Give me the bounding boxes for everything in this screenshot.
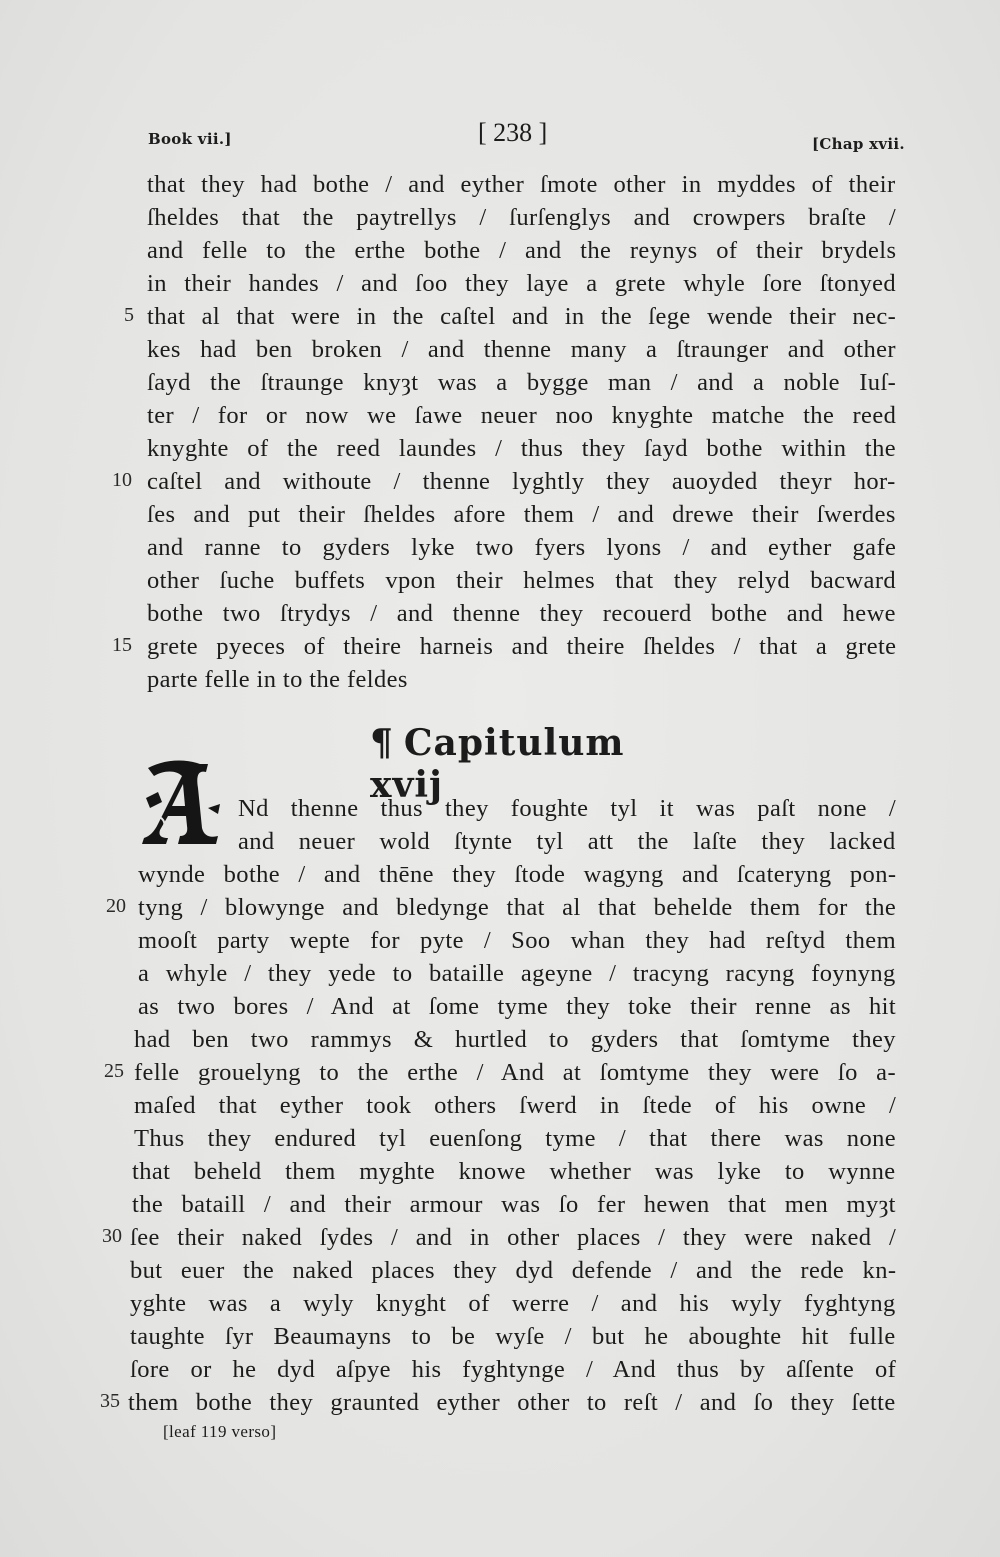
drop-cap-letter-icon: [138, 758, 234, 846]
text-line: that they had bothe / and eyther ſmote other in myddes of their: [147, 171, 896, 198]
text-line: parte felle in to the feldes: [147, 666, 408, 693]
text-line: Thus they endured tyl euenſong tyme / that there was none: [134, 1125, 897, 1152]
pilcrow-icon: ¶: [370, 722, 394, 764]
text-line: mooſt party wepte for pyte / Soo whan they had reſtyd them: [138, 927, 897, 954]
text-line: taughte ſyr Beaumayns to be wyſe / but he aboughte hit fulle: [130, 1323, 896, 1350]
text-line: and ranne to gyders lyke two fyers lyons / and eyther gafe: [147, 534, 897, 561]
text-line: the bataill / and their armour was ſo fer hewen that men myȝt: [132, 1191, 896, 1218]
drop-cap: [138, 758, 234, 846]
line-number: 35: [100, 1390, 120, 1412]
page-number: [ 238 ]: [478, 118, 548, 147]
text-line: ſheldes that the paytrellys / ſurſenglys and crowpers braſte /: [147, 204, 897, 231]
line-number: 30: [102, 1225, 122, 1247]
text-line: wynde bothe / and thēne they ſtode wagyng and ſcateryng pon-: [138, 861, 897, 888]
text-line: grete pyeces of theire harneis and theire ſheldes / that a grete: [147, 633, 897, 660]
text-line: maſed that eyther took others ſwerd in ſtede of his owne /: [134, 1092, 897, 1119]
text-line: and felle to the erthe bothe / and the reynys of their brydels: [147, 237, 897, 264]
line-number: 15: [112, 634, 132, 656]
text-line: other ſuche buffets vpon their helmes that they relyd bacward: [147, 567, 897, 594]
text-line: a whyle / they yede to bataille ageyne / tracyng racyng foynyng: [138, 960, 896, 987]
line-number: 10: [112, 469, 132, 491]
chapter-label: [Chap xvii.: [812, 135, 905, 153]
chapter-heading: [370, 722, 690, 806]
text-line: kes had ben broken / and thenne many a ſtraunger and other: [147, 336, 896, 363]
text-line: tyng / blowynge and bledynge that al that behelde them for the: [138, 894, 897, 921]
text-line: them bothe they graunted eyther other to reſt / and ſo they ſette: [128, 1389, 896, 1416]
text-line: and neuer wold ſtynte tyl att the laſte they lacked: [238, 828, 896, 855]
text-line: ter / for or now we ſawe neuer noo knyghte matche the reed: [147, 402, 897, 429]
text-line: ſore or he dyd aſpye his fyghtynge / And thus by aſſente of: [130, 1356, 897, 1383]
text-line: Nd thenne thus they foughte tyl it was paſt none /: [238, 795, 897, 822]
line-number: 20: [106, 895, 126, 917]
text-line: that al that were in the caſtel and in the ſege wende their nec-: [147, 303, 897, 330]
text-line: caſtel and withoute / thenne lyghtly they auoyded theyr hor-: [147, 468, 896, 495]
text-line: bothe two ſtrydys / and thenne they recouerd bothe and hewe: [147, 600, 896, 627]
text-line: yghte was a wyly knyght of werre / and his wyly fyghtyng: [130, 1290, 896, 1317]
book-label: Book vii.]: [148, 130, 232, 148]
line-number: 5: [124, 304, 134, 326]
text-line: that beheld them myghte knowe whether was lyke to wynne: [132, 1158, 896, 1185]
leaf-note: [leaf 119 verso]: [163, 1422, 277, 1441]
text-line: in their handes / and ſoo they laye a grete whyle ſore ſtonyed: [147, 270, 897, 297]
chapter-title: Capitulum xvij: [370, 722, 625, 806]
text-line: ſee their naked ſydes / and in other places / they were naked /: [130, 1224, 897, 1251]
text-line: ſes and put their ſheldes afore them / and drewe their ſwerdes: [147, 501, 896, 528]
text-line: ſayd the ſtraunge knyȝt was a bygge man / and a noble Iuſ-: [147, 369, 897, 396]
text-line: felle grouelyng to the erthe / And at ſomtyme they were ſo a-: [134, 1059, 897, 1086]
running-header: [0, 118, 1000, 158]
line-number: 25: [104, 1060, 124, 1082]
text-line: had ben two rammys & hurtled to gyders that ſomtyme they: [134, 1026, 896, 1053]
text-line: knyghte of the reed laundes / thus they ſayd bothe within the: [147, 435, 897, 462]
text-line: as two bores / And at ſome tyme they toke their renne as hit: [138, 993, 897, 1020]
text-line: but euer the naked places they dyd defende / and the rede kn-: [130, 1257, 897, 1284]
